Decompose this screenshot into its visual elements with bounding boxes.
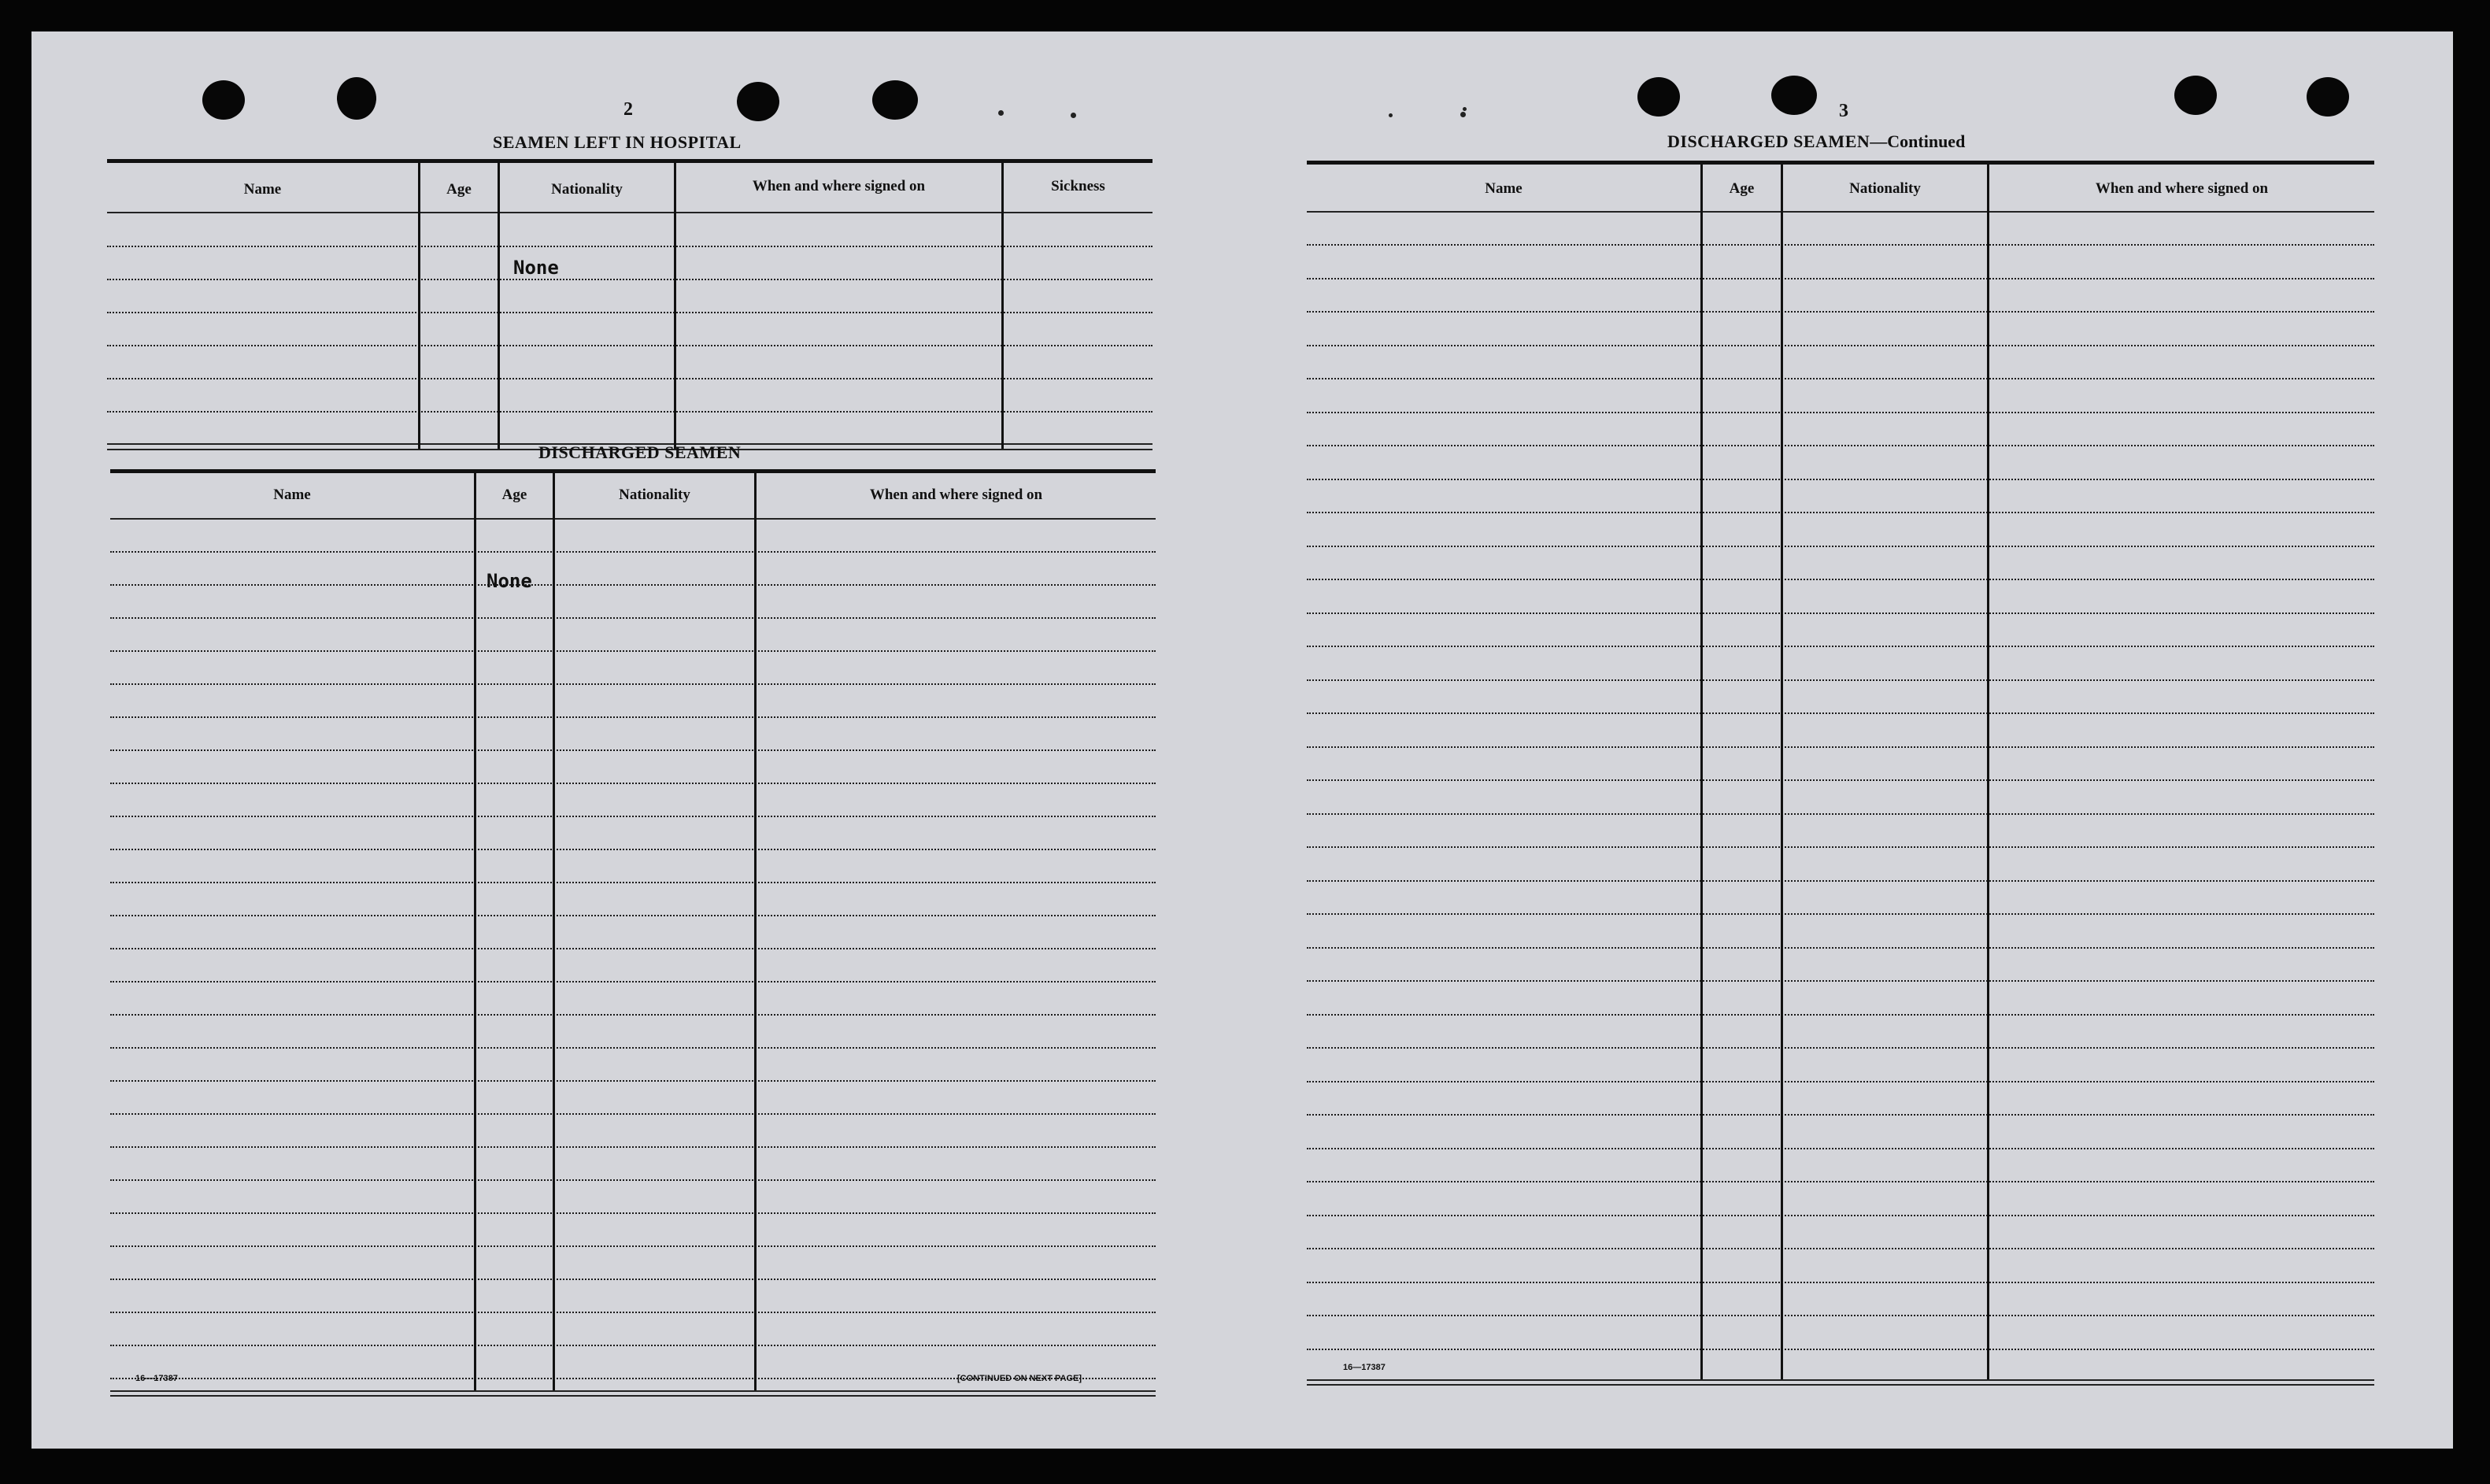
hospital-entry-none: None xyxy=(513,257,559,279)
row-rule xyxy=(1307,712,2374,714)
row-rule xyxy=(107,411,1153,413)
row-rule xyxy=(110,816,1156,817)
row-rule xyxy=(110,981,1156,983)
header-rule xyxy=(107,212,1153,213)
column-header-when-where: When and where signed on xyxy=(869,487,1043,503)
row-rule xyxy=(110,1146,1156,1148)
row-rule xyxy=(1307,1349,2374,1350)
punch-hole xyxy=(872,80,918,120)
row-rule xyxy=(110,783,1156,784)
column-header-when-where: When and where signed on xyxy=(752,178,926,194)
row-rule xyxy=(1307,1081,2374,1082)
row-rule xyxy=(1307,579,2374,580)
row-rule xyxy=(1307,244,2374,246)
row-rule xyxy=(1307,813,2374,815)
punch-hole xyxy=(737,82,779,121)
column-header-age: Age xyxy=(446,181,472,198)
row-rule xyxy=(1307,546,2374,547)
discharged-continued-title xyxy=(1667,131,1965,152)
row-rule xyxy=(110,849,1156,850)
row-rule xyxy=(110,882,1156,883)
discharged-section-title: DISCHARGED SEAMEN xyxy=(538,442,742,462)
column-header-name: Name xyxy=(243,181,282,198)
row-rule xyxy=(1307,1114,2374,1116)
header-rule xyxy=(1307,211,2374,213)
row-rule xyxy=(110,617,1156,619)
column-header-nationality: Nationality xyxy=(619,487,690,503)
row-rule xyxy=(110,1047,1156,1049)
row-rule xyxy=(110,1212,1156,1214)
row-rule xyxy=(110,683,1156,685)
row-rule xyxy=(1307,378,2374,379)
row-rule xyxy=(1307,612,2374,614)
column-header-name: Name xyxy=(273,487,311,503)
row-rule xyxy=(1307,846,2374,848)
row-rule xyxy=(110,1014,1156,1016)
row-rule xyxy=(110,1179,1156,1181)
table-top-rule xyxy=(110,469,1156,473)
row-rule xyxy=(1307,913,2374,915)
row-rule xyxy=(110,948,1156,949)
table-bottom-rule xyxy=(110,1390,1156,1392)
column-divider xyxy=(1700,165,1703,1379)
speck xyxy=(998,110,1004,116)
page-number-left: 2 xyxy=(623,99,633,120)
continued-note: [CONTINUED ON NEXT PAGE] xyxy=(957,1374,1082,1383)
title-continued: —Continued xyxy=(1870,131,1966,151)
row-rule xyxy=(1307,947,2374,949)
row-rule xyxy=(1307,1248,2374,1249)
row-rule xyxy=(110,1312,1156,1313)
row-rule xyxy=(1307,445,2374,446)
discharged-table-right xyxy=(1307,161,2374,1389)
header-rule xyxy=(110,518,1156,520)
row-rule xyxy=(107,378,1153,379)
row-rule xyxy=(1307,779,2374,781)
column-header-nationality: Nationality xyxy=(1849,180,1921,197)
row-rule xyxy=(107,312,1153,313)
row-rule xyxy=(1307,479,2374,480)
column-header-when-where: When and where signed on xyxy=(2095,180,2269,197)
column-header-name: Name xyxy=(1485,180,1522,197)
row-rule xyxy=(1307,1047,2374,1049)
row-rule xyxy=(107,345,1153,346)
row-rule xyxy=(110,1080,1156,1082)
title-main: DISCHARGED SEAMEN xyxy=(1667,131,1870,151)
row-rule xyxy=(1307,345,2374,346)
row-rule xyxy=(110,1113,1156,1115)
row-rule xyxy=(1307,746,2374,748)
row-rule xyxy=(1307,512,2374,513)
hospital-section-title: SEAMEN LEFT IN HOSPITAL xyxy=(493,132,742,152)
page-number-right: 3 xyxy=(1839,101,1848,121)
punch-hole xyxy=(2307,77,2349,117)
speck xyxy=(1463,107,1467,111)
discharged-table-left xyxy=(110,469,1156,1398)
punch-hole xyxy=(1637,77,1680,117)
row-rule xyxy=(1307,311,2374,313)
row-rule xyxy=(1307,1148,2374,1149)
row-rule xyxy=(110,716,1156,718)
column-divider xyxy=(474,473,476,1390)
row-rule xyxy=(110,915,1156,916)
column-header-nationality: Nationality xyxy=(551,181,623,198)
table-top-rule xyxy=(1307,161,2374,165)
column-divider xyxy=(418,163,420,449)
column-divider xyxy=(553,473,555,1390)
row-rule xyxy=(1307,1282,2374,1283)
row-rule xyxy=(110,584,1156,586)
row-rule xyxy=(1307,1181,2374,1182)
row-rule xyxy=(1307,1215,2374,1216)
column-header-age: Age xyxy=(1729,180,1755,197)
discharged-entry-none: None xyxy=(487,570,532,592)
column-divider xyxy=(1781,165,1783,1379)
row-rule xyxy=(110,551,1156,553)
hospital-table xyxy=(107,159,1153,455)
column-divider xyxy=(1001,163,1004,449)
table-top-rule xyxy=(107,159,1153,163)
form-number-left: 16—17387 xyxy=(135,1374,178,1383)
table-bottom-rule xyxy=(110,1395,1156,1397)
row-rule xyxy=(1307,980,2374,982)
row-rule xyxy=(1307,679,2374,681)
punch-hole xyxy=(1771,76,1817,115)
column-divider xyxy=(1987,165,1989,1379)
row-rule xyxy=(1307,880,2374,882)
row-rule xyxy=(110,1279,1156,1280)
form-number-right: 16—17387 xyxy=(1343,1363,1386,1372)
speck xyxy=(1460,112,1466,117)
table-bottom-rule xyxy=(1307,1384,2374,1386)
punch-hole xyxy=(2174,76,2217,115)
row-rule xyxy=(1307,1315,2374,1316)
row-rule xyxy=(107,246,1153,247)
column-header-age: Age xyxy=(501,487,527,503)
column-divider xyxy=(498,163,500,449)
row-rule xyxy=(1307,278,2374,279)
row-rule xyxy=(107,279,1153,280)
row-rule xyxy=(1307,1014,2374,1016)
row-rule xyxy=(110,1245,1156,1247)
column-divider xyxy=(754,473,757,1390)
row-rule xyxy=(1307,646,2374,647)
table-bottom-rule xyxy=(1307,1379,2374,1381)
column-divider xyxy=(674,163,676,449)
row-rule xyxy=(1307,412,2374,413)
row-rule xyxy=(110,650,1156,652)
speck xyxy=(1389,113,1393,117)
punch-hole xyxy=(337,77,376,120)
column-header-sickness: Sickness xyxy=(1051,178,1105,194)
punch-hole xyxy=(202,80,245,120)
document-scan xyxy=(31,31,2453,1449)
row-rule xyxy=(110,749,1156,751)
speck xyxy=(1071,113,1076,118)
row-rule xyxy=(110,1345,1156,1346)
